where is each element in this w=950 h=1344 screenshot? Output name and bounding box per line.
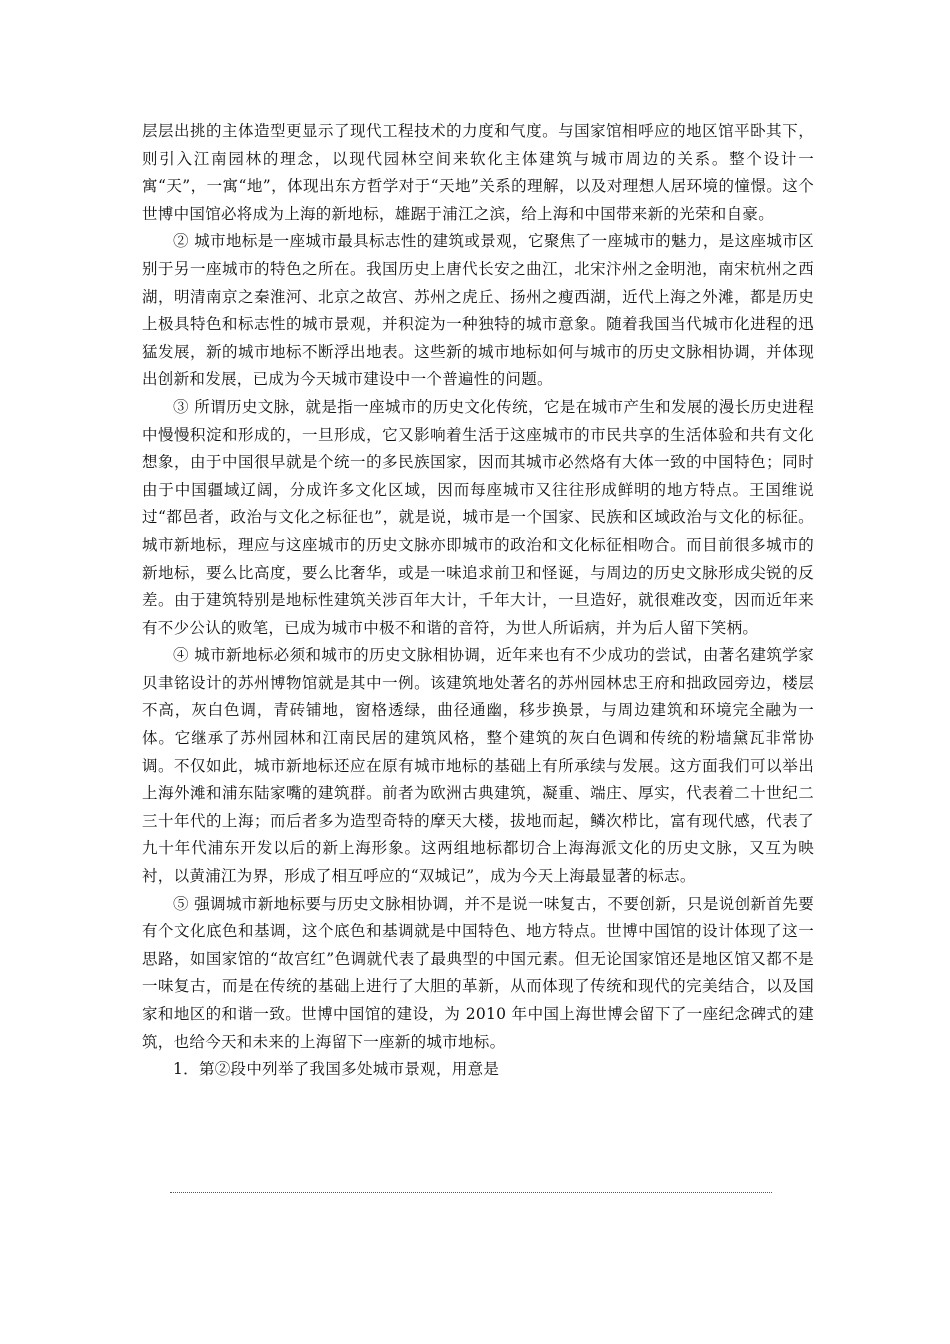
paragraph-continued: 层层出挑的主体造型更显示了现代工程技术的力度和气度。与国家馆相呼应的地区馆平卧其下，则引入江南园林的理念，以现代园林空间来软化主体建筑与城市周边的关系。整个设计一寓“天”，一寓“地”，体现出东方哲学对于“天地”关系的理解，以及对理想人居环境的憧憬。这个世博中国馆必将成为上海的新地标，雄踞于浦江之滨，给上海和中国带来新的光荣和自豪。 xyxy=(142,122,814,223)
article-body xyxy=(142,118,814,1084)
answer-line xyxy=(170,1192,772,1193)
paragraph-3: ③ 所谓历史文脉，就是指一座城市的历史文化传统，它是在城市产生和发展的漫长历史进程中慢慢积淀和形成的，一旦形成，它又影响着生活于这座城市的市民共享的生活体验和共有文化想象，由于中国很早就是个统一的多民族国家，因而其城市必然烙有大体一致的中国特色；同时由于中国疆域辽阔，分成许多文化区域，因而每座城市又往往形成鲜明的地方特点。王国维说过“都邑者，政治与文化之标征也”，就是说，城市是一个国家、民族和区域政治与文化的标征。城市新地标，理应与这座城市的历史文脉亦即城市的政治和文化标征相吻合。而目前很多城市的新地标，要么比高度，要么比奢华，或是一味追求前卫和怪诞，与周边的历史文脉形成尖锐的反差。由于建筑特别是地标性建筑关涉百年大计，千年大计，一旦造好，就很难改变，因而近年来有不少公认的败笔，已成为城市中极不和谐的音符，为世人所诟病，并为后人留下笑柄。 xyxy=(142,397,814,637)
paragraph-2: ② 城市地标是一座城市最具标志性的建筑或景观，它聚焦了一座城市的魅力，是这座城市区别于另一座城市的特色之所在。我国历史上唐代长安之曲江，北宋汴州之金明池，南宋杭州之西湖，明清南京之秦淮河、北京之故宫、苏州之虎丘、扬州之瘦西湖，近代上海之外滩，都是历史上极具特色和标志性的城市景观，并积淀为一种独特的城市意象。随着我国当代城市化进程的迅猛发展，新的城市地标不断浮出地表。这些新的城市地标如何与城市的历史文脉相协调，并体现出创新和发展，已成为今天城市建设中一个普遍性的问题。 xyxy=(142,232,814,389)
paragraph-4: ④ 城市新地标必须和城市的历史文脉相协调，近年来也有不少成功的尝试，由著名建筑学家贝聿铭设计的苏州博物馆就是其中一例。该建筑地处著名的苏州园林忠王府和拙政园旁边，楼层不高，灰白色调，青砖铺地，窗格透绿，曲径通幽，移步换景，与周边建筑和环境完全融为一体。它继承了苏州园林和江南民居的建筑风格，整个建筑的灰白色调和传统的粉墙黛瓦非常协调。不仅如此，城市新地标还应在原有城市地标的基础上有所承续与发展。这方面我们可以举出上海外滩和浦东陆家嘴的建筑群。前者为欧洲古典建筑，凝重、端庄、厚实，代表着二十世纪二三十年代的上海；而后者多为造型奇特的摩天大楼，拔地而起，鳞次栉比，富有现代感，代表了九十年代浦东开发以后的新上海形象。这两组地标都切合上海海派文化的历史文脉，又互为映衬，以黄浦江为界，形成了相互呼应的“双城记”，成为今天上海最显著的标志。 xyxy=(142,646,814,886)
paragraph-5: ⑤ 强调城市新地标要与历史文脉相协调，并不是说一味复古，不要创新，只是说创新首先要有个文化底色和基调，这个底色和基调就是中国特色、地方特点。世博中国馆的设计体现了这一思路，如国家馆的“故宫红”色调就代表了最典型的中国元素。但无论国家馆还是地区馆又都不是一味复古，而是在传统的基础上进行了大胆的革新，从而体现了传统和现代的完美结合，以及国家和地区的和谐一致。世博中国馆的建设，为 2010 年中国上海世博会留下了一座纪念碑式的建筑，也给今天和未来的上海留下一座新的城市地标。 xyxy=(142,894,814,1051)
question-1: 1．第②段中列举了我国多处城市景观，用意是 xyxy=(173,1060,500,1079)
